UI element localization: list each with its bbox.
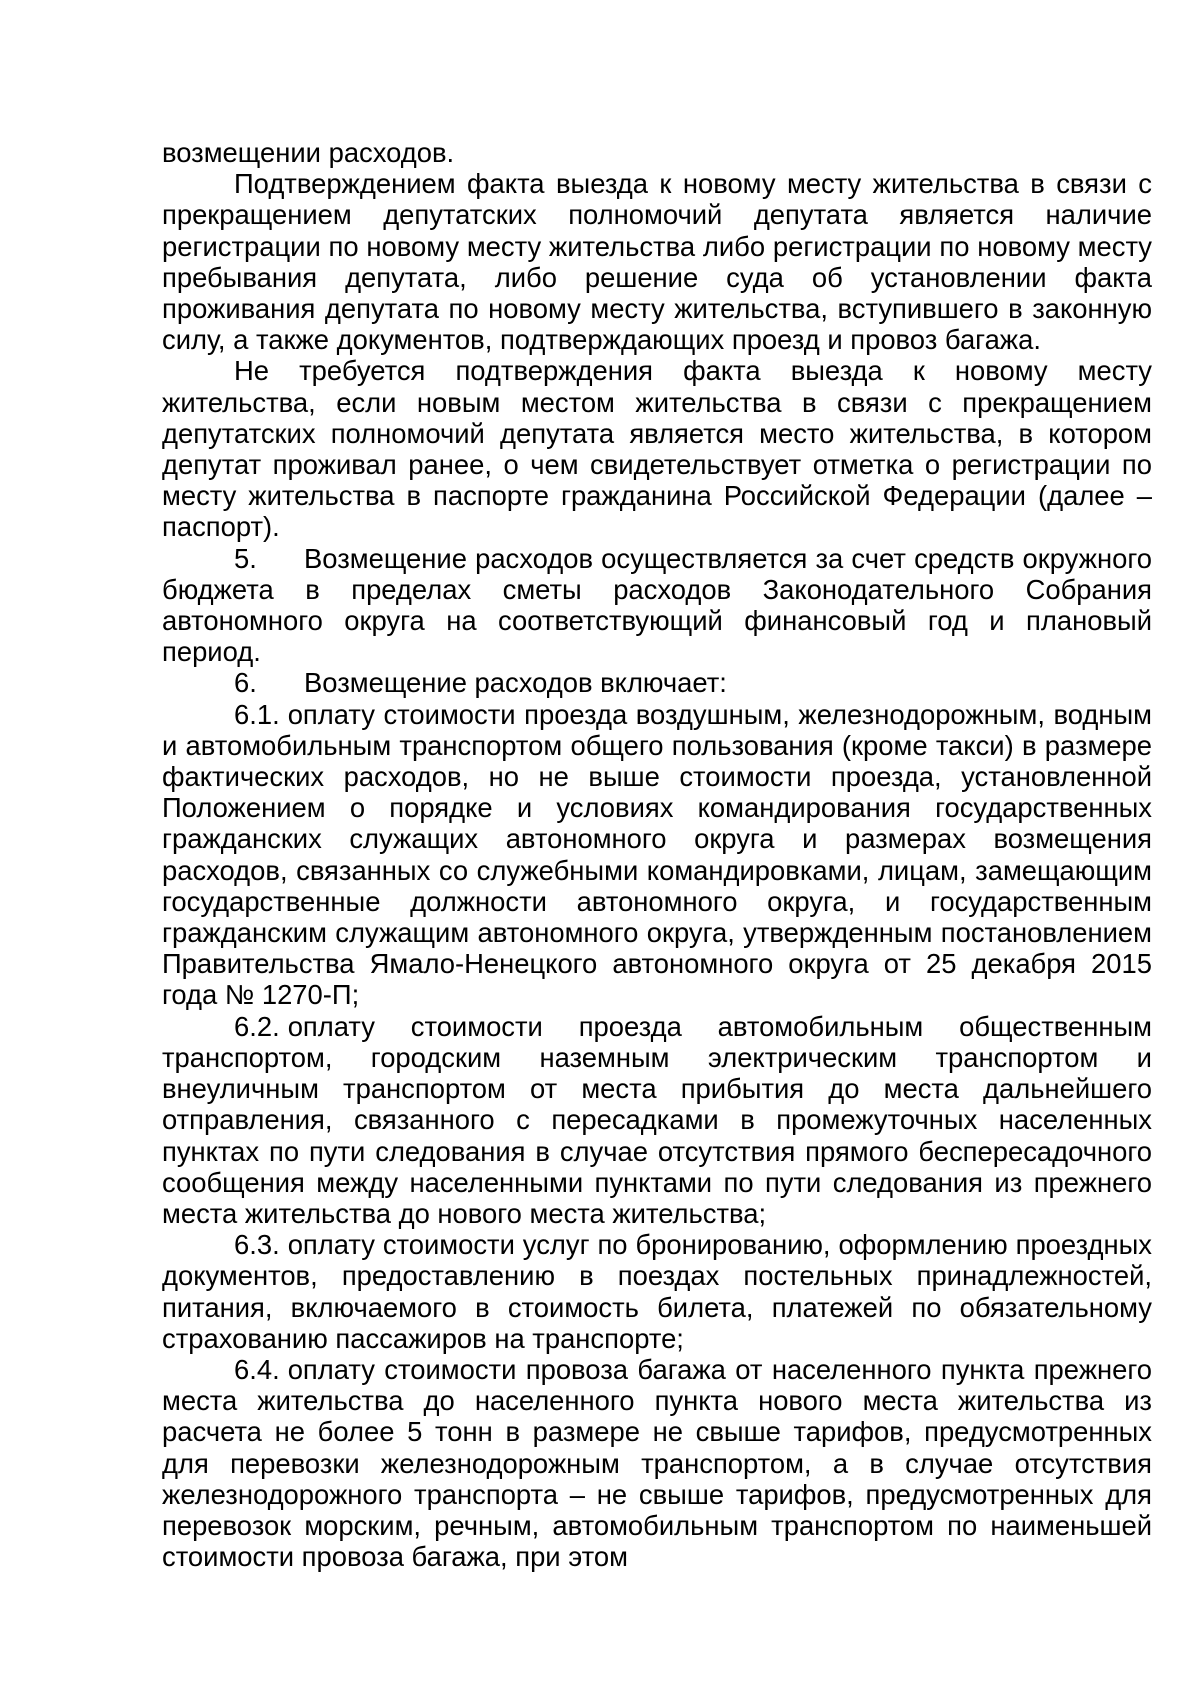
item-6-1 [162,699,1152,1011]
item-5-text: Возмещение расходов осуществляется за счет средств окружного бюджета в пределах сметы расходов Законодательного Собрания автономного округа на соответствующий финансовый год и плановый период. [162,542,1152,668]
item-6-number: 6. [234,667,257,699]
item-6-1-number: 6.1. [234,698,280,730]
item-6-2-text: оплату стоимости проезда автомобильным общественным транспортом, городским наземным электрическим транспортом и внеуличным транспортом от места прибытия до места дальнейшего отправления, связанного с пересадками в промежуточных населенных пунктах по пути следования в случае отсутствия прямого беспересадочного сообщения между населенными пунктами по пути следования из прежнего места жительства до нового места жительства; [162,1010,1152,1229]
item-6-3-text: оплату стоимости услуг по бронированию, оформлению проездных документов, предоставлению в поездах постельных принадлежностей, питания, включаемого в стоимость билета, платежей по обязательному страхованию пассажиров на транспорте; [162,1229,1152,1354]
item-6-3-number: 6.3. [234,1229,280,1261]
item-6 [162,667,1152,698]
item-5-number: 5. [234,542,257,574]
item-6-1-text: оплату стоимости проезда воздушным, железнодорожным, водным и автомобильным транспортом общего пользования (кроме такси) в размере фактических расходов, но не выше стоимости проезда, установленной Положением о порядке и условиях командирования государственных гражданских служащих автономного округа и размерах возмещения расходов, связанных со служебными командировками, лицам, замещающим государственные должности автономного округа, и государственным гражданским служащим автономного округа, утвержденным постановлением Правительства Ямало-Ненецкого автономного округа от 25 декабря 2015 года № 1270-П; [162,698,1152,1011]
paragraph-continuation: возмещении расходов. [162,137,455,168]
item-6-2 [162,1011,1152,1229]
item-6-4-text: оплату стоимости провоза багажа от населенного пункта прежнего места жительства до населенного пункта нового места жительства из расчета не более 5 тонн в размере не свыше тарифов, предусмотренных для перевозки железнодорожным транспортом, а в случае отсутствия железнодорожного транспорта – не свыше тарифов, предусмотренных для перевозок морским, речным, автомобильным транспортом по наименьшей стоимости провоза багажа, при этом [162,1353,1152,1573]
item-6-4 [162,1354,1152,1572]
item-6-4-number: 6.4. [234,1353,280,1385]
document-page [162,137,1152,1572]
item-5 [162,543,1152,668]
paragraph-confirmation: Подтверждением факта выезда к новому месту жительства в связи с прекращением депутатских полномочий депутата является наличие регистрации по новому месту жительства либо регистрации по новому месту пребывания депутата, либо решение суда об установлении факта проживания депутата по новому месту жительства, вступившего в законную силу, а также документов, подтверждающих проезд и провоз багажа. [162,168,1152,356]
item-6-3 [162,1229,1152,1354]
item-6-2-number: 6.2. [234,1010,280,1042]
item-6-text: Возмещение расходов включает: [304,667,727,699]
paragraph-no-confirmation: Не требуется подтверждения факта выезда к новому месту жительства, если новым местом жительства в связи с прекращением депутатских полномочий депутата является место жительства, в котором депутат проживал ранее, о чем свидетельствует отметка о регистрации по месту жительства в паспорте гражданина Российской Федерации (далее – паспорт). [162,355,1152,543]
